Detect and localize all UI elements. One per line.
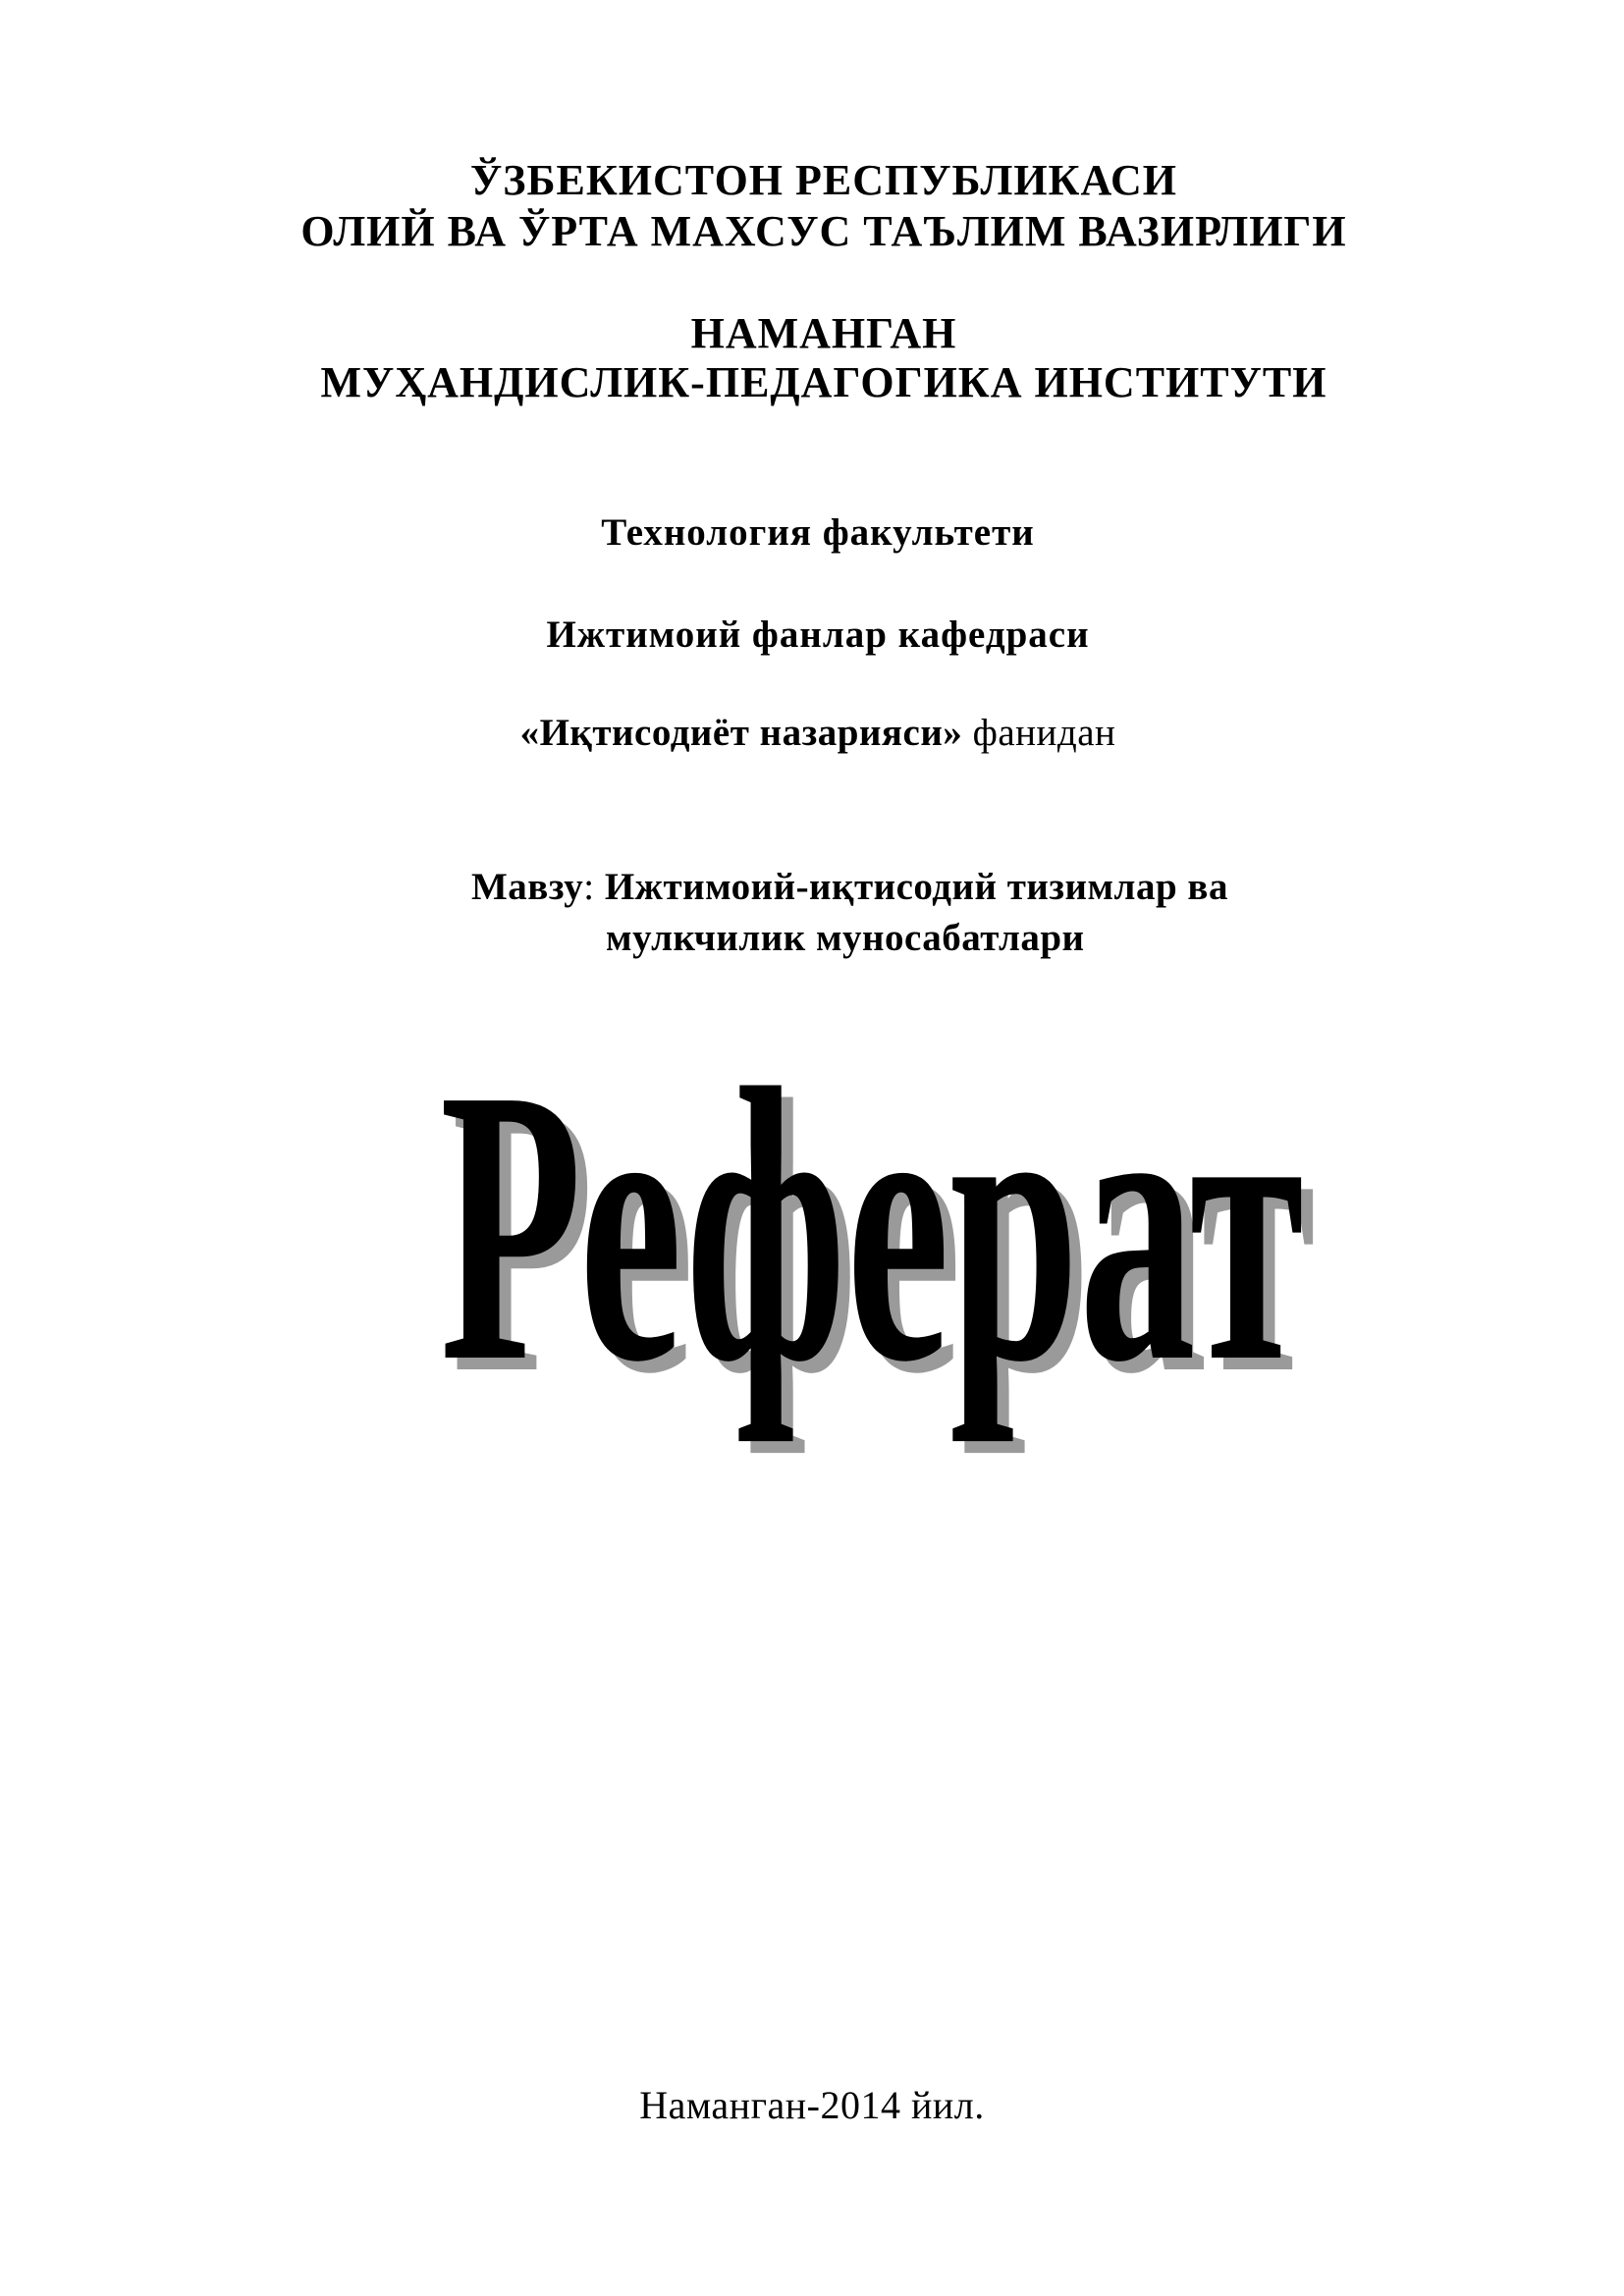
topic-line-1: [471, 868, 1228, 906]
department-name: Ижтимоий фанлар кафедраси: [546, 614, 1090, 656]
faculty-name: Технология факультети: [601, 511, 1035, 554]
subject-line: [6, 714, 1624, 752]
ministry-line-2: ОЛИЙ ВА ЎРТА МАХСУС ТАЪЛИМ ВАЗИРЛИГИ: [300, 207, 1347, 255]
document-type-shadow: Реферат: [452, 1020, 1316, 1455]
ministry-line-1: ЎЗБЕКИСТОН РЕСПУБЛИКАСИ: [469, 156, 1178, 204]
subject-name: «Иқтисодиёт назарияси»: [519, 712, 963, 754]
topic-colon: :: [583, 866, 605, 908]
topic-label: Мавзу: [471, 866, 584, 908]
subject-suffix: фанидан: [962, 712, 1116, 754]
document-type-text: Реферат: [440, 1008, 1304, 1443]
topic-text-1: Ижтимоий-иқтисодий тизимлар ва: [604, 866, 1228, 908]
footer-place-year: Наманган-2014 йил.: [639, 2083, 985, 2127]
topic-line-2: мулкчилик муносабатлари: [606, 917, 1085, 959]
institute-line-1: НАМАНГАН: [690, 309, 957, 357]
institute-line-2: МУҲАНДИСЛИК-ПЕДАГОГИКА ИНСТИТУТИ: [320, 358, 1327, 406]
document-type-title: [422, 1008, 1326, 1492]
